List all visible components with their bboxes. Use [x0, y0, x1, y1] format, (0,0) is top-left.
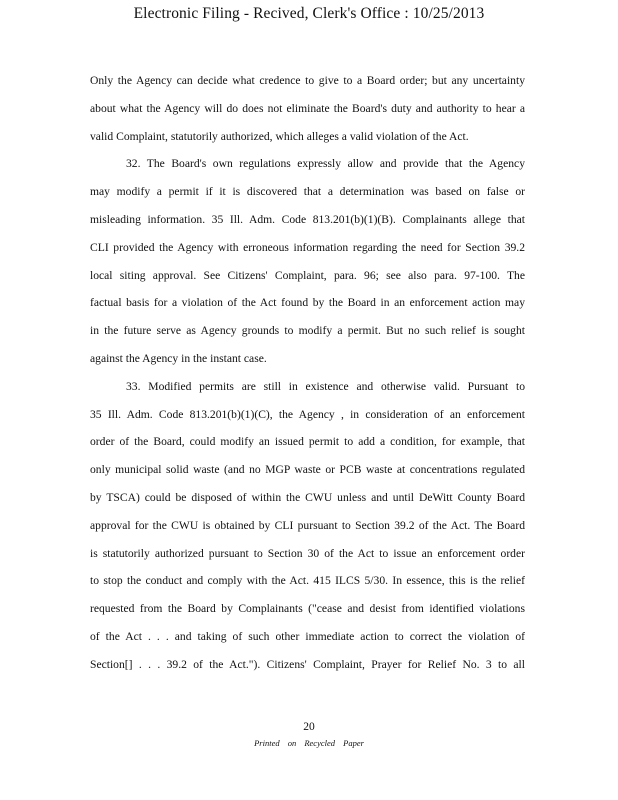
text-line: Only the Agency can decide what credence to give to a Board order; but any uncertainty — [90, 74, 525, 87]
text-line: order of the Board, could modify an issued permit to add a condition, for example, that — [90, 435, 525, 449]
text-line: approval for the CWU is obtained by CLI pursuant to Section 39.2 of the Act. The Board — [90, 518, 525, 532]
text-line: by TSCA) could be disposed of within the CWU unless and until DeWitt County Board — [90, 490, 525, 504]
text-line: 35 Ill. Adm. Code 813.201(b)(1)(C), the Agency , in consideration of an enforcement — [90, 407, 525, 421]
text-line: against the Agency in the instant case. — [90, 351, 267, 365]
paragraph-32-start: 32. The Board's own regulations expressly allow and provide that the Agency — [126, 157, 525, 171]
text-line: valid Complaint, statutorily authorized, which alleges a valid violation of the Act. — [90, 129, 469, 143]
text-line: about what the Agency will do does not eliminate the Board's duty and authority to hear a — [90, 101, 525, 115]
document-body — [90, 67, 525, 679]
text-line: only municipal solid waste (and no MGP waste or PCB waste at concentrations regulated — [90, 463, 525, 477]
text-line: may modify a permit if it is discovered that a determination was based on false or — [90, 185, 525, 199]
page-number: 20 — [303, 721, 315, 733]
text-line: in the future serve as Agency grounds to modify a permit. But no such relief is sought — [90, 324, 525, 338]
text-line: to stop the conduct and comply with the Act. 415 ILCS 5/30. In essence, this is the relief — [90, 574, 525, 588]
paragraph-33-start: 33. Modified permits are still in existence and otherwise valid. Pursuant to — [126, 379, 525, 393]
text-line: CLI provided the Agency with erroneous information regarding the need for Section 39.2 — [90, 240, 525, 254]
text-line: requested from the Board by Complainants ("cease and desist from identified violations — [90, 602, 525, 616]
text-line: is statutorily authorized pursuant to Section 30 of the Act to issue an enforcement order — [90, 546, 525, 560]
text-line: of the Act . . . and taking of such other immediate action to correct the violation of — [90, 629, 525, 643]
text-line: local siting approval. See Citizens' Complaint, para. 96; see also para. 97-100. The — [90, 268, 525, 282]
recycled-paper-note: Printed on Recycled Paper — [254, 738, 364, 748]
filing-header: Electronic Filing - Recived, Clerk's Office : 10/25/2013 — [133, 5, 485, 22]
text-line: Section[] . . . 39.2 of the Act."). Citizens' Complaint, Prayer for Relief No. 3 to all — [90, 657, 525, 671]
text-line: factual basis for a violation of the Act found by the Board in an enforcement action may — [90, 296, 525, 310]
text-line: misleading information. 35 Ill. Adm. Code 813.201(b)(1)(B). Complainants allege that — [90, 212, 525, 226]
